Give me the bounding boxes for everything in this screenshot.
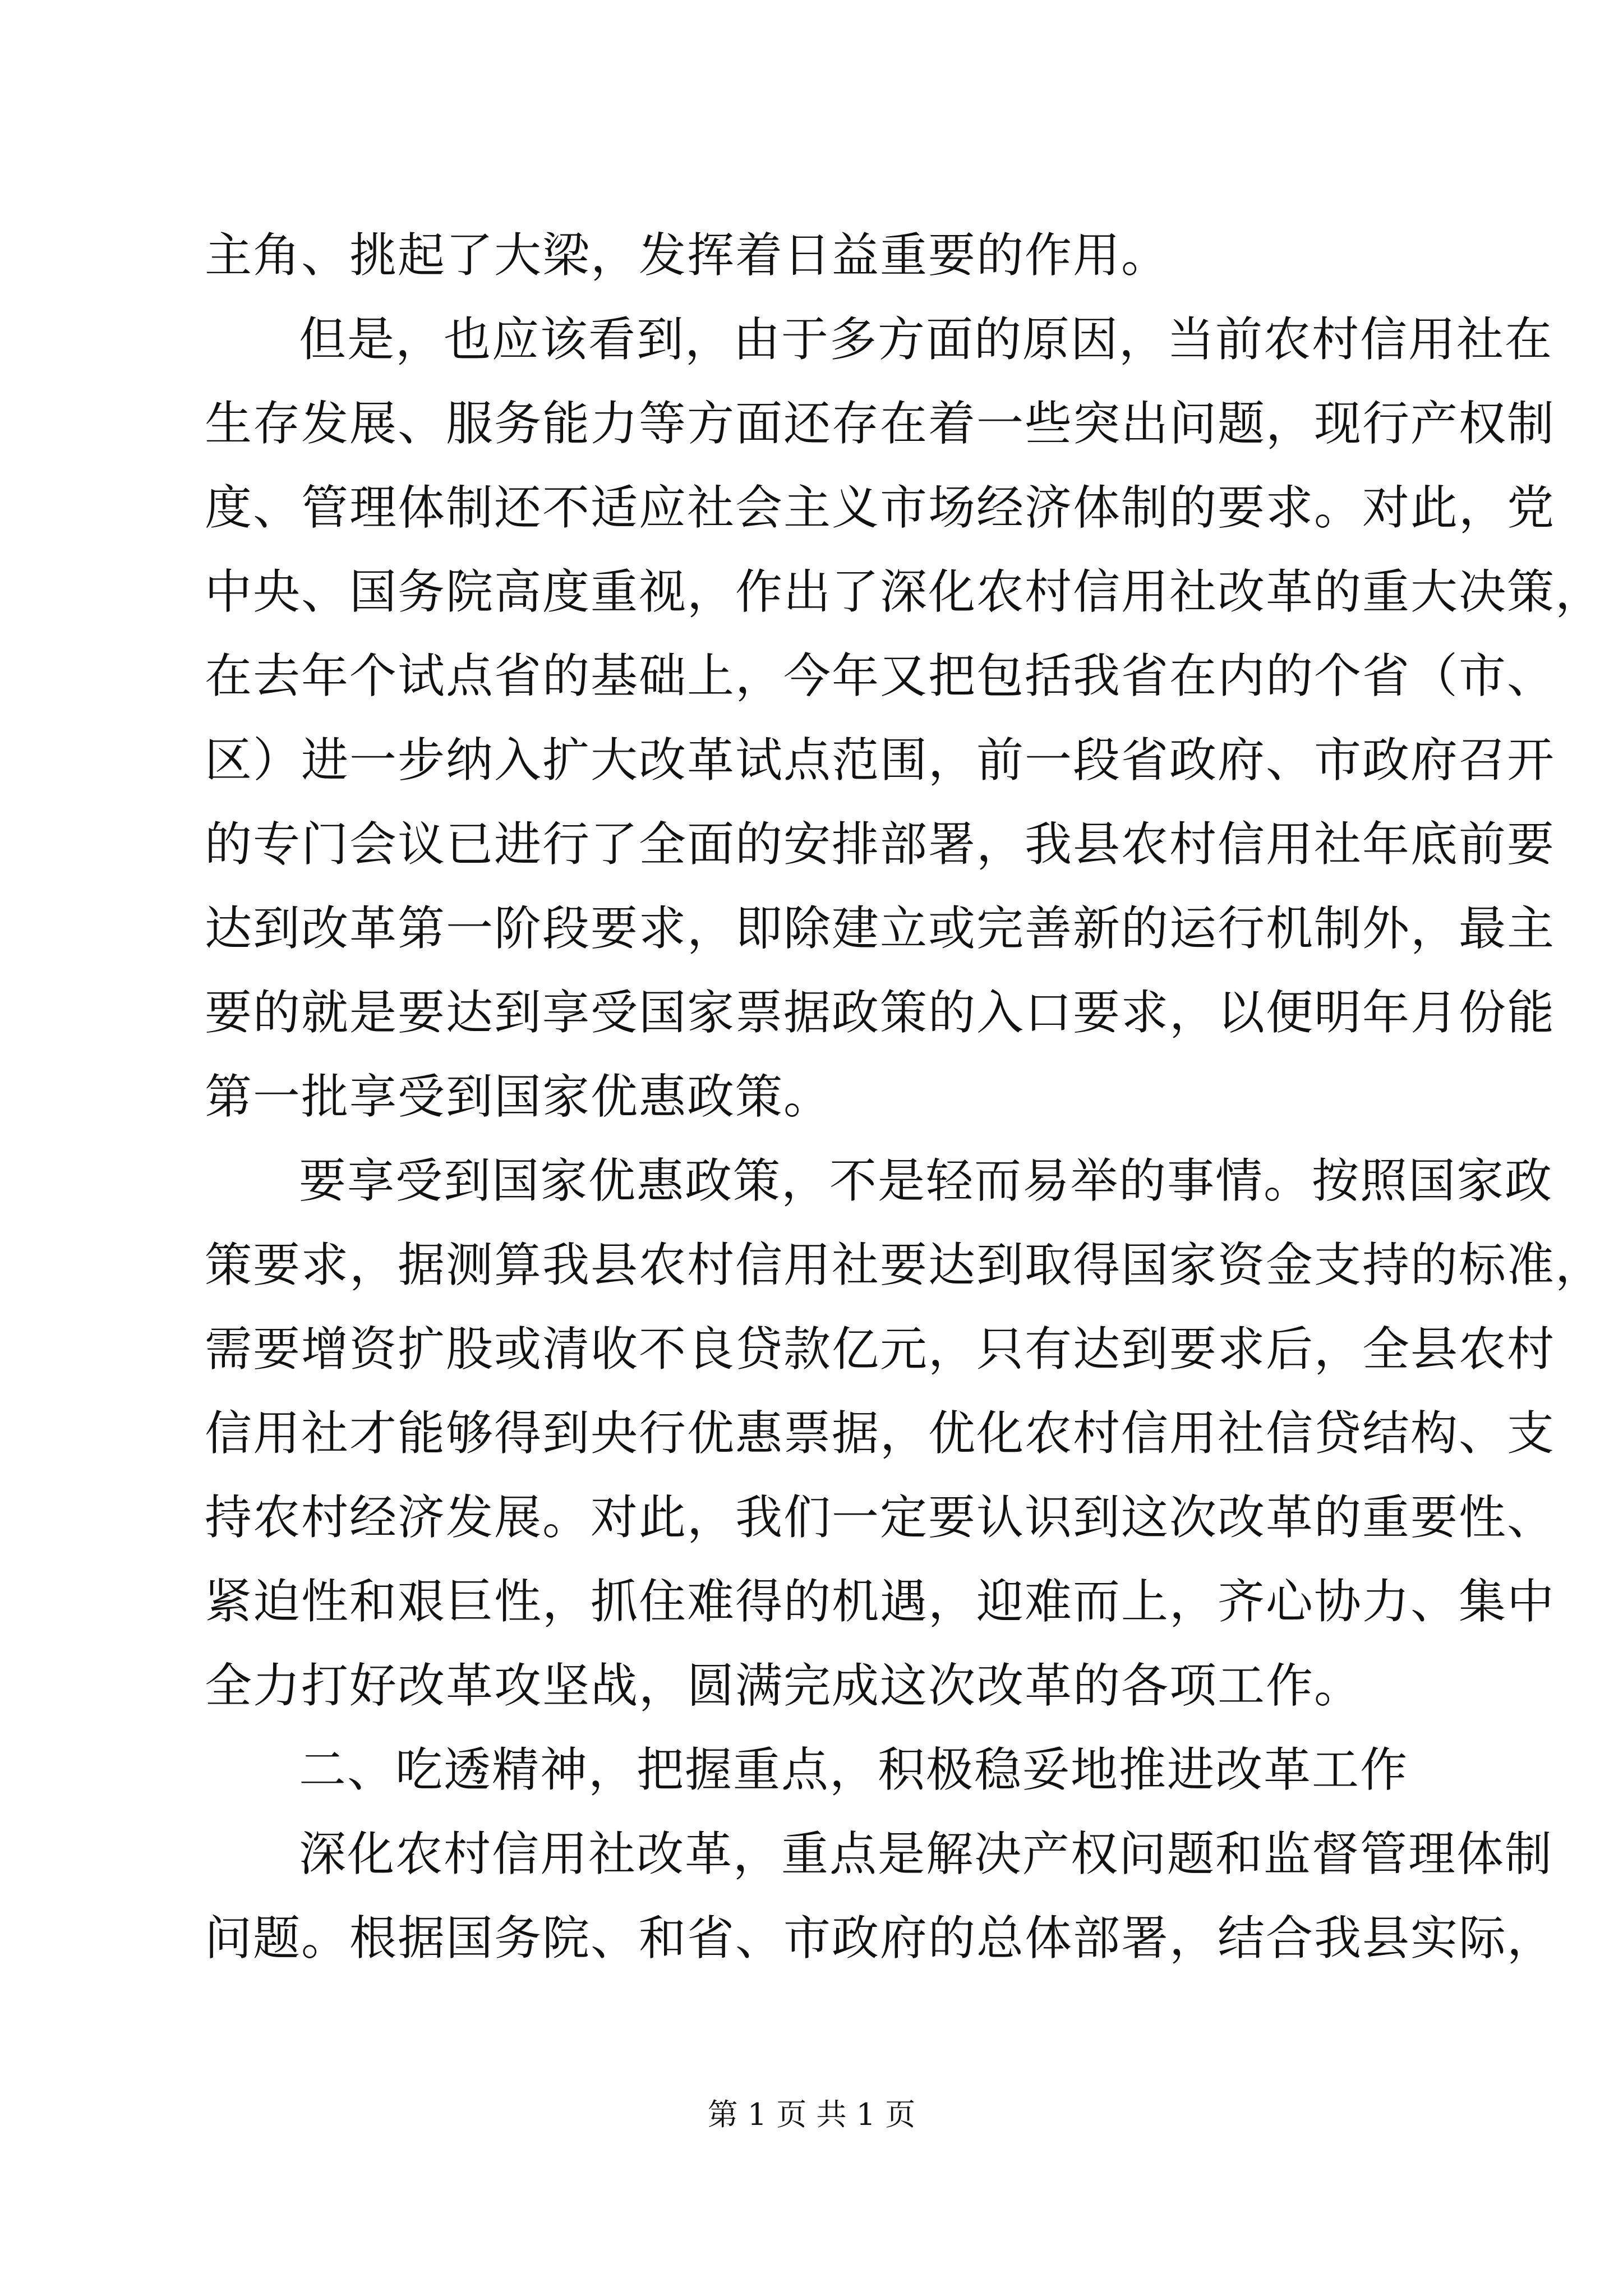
paragraph-line: 需要增资扩股或清收不良贷款亿元，只有达到要求后，全县农村 — [205, 1322, 1556, 1377]
paragraph-line: 问题。根据国务院、和省、市政府的总体部署，结合我县实际， — [205, 1911, 1556, 1966]
paragraph-line: 第一批享受到国家优惠政策。 — [205, 1069, 832, 1124]
paragraph-line: 生存发展、服务能力等方面还存在着一些突出问题，现行产权制 — [205, 396, 1556, 451]
paragraph-line: 度、管理体制还不适应社会主义市场经济体制的要求。对此，党 — [205, 480, 1556, 535]
page-number-footer: 第 1 页 共 1 页 — [707, 2097, 916, 2132]
document-body — [205, 213, 1604, 1980]
paragraph-line: 但是，也应该看到，由于多方面的原因，当前农村信用社在 — [299, 312, 1553, 367]
paragraph-line: 主角、挑起了大梁，发挥着日益重要的作用。 — [205, 228, 1170, 283]
paragraph-line: 在去年个试点省的基础上，今年又把包括我省在内的个省（市、 — [205, 648, 1556, 703]
paragraph-line: 要的就是要达到享受国家票据政策的入口要求，以便明年月份能 — [205, 985, 1556, 1040]
paragraph-line: 持农村经济发展。对此，我们一定要认识到这次改革的重要性、 — [205, 1490, 1556, 1545]
paragraph-line: 中央、国务院高度重视，作出了深化农村信用社改革的重大决策， — [205, 564, 1604, 619]
paragraph-line: 紧迫性和艰巨性，抓住难得的机遇，迎难而上，齐心协力、集中 — [205, 1574, 1556, 1629]
paragraph-line: 信用社才能够得到央行优惠票据，优化农村信用社信贷结构、支 — [205, 1406, 1556, 1461]
section-heading: 二、吃透精神，把握重点，积极稳妥地推进改革工作 — [299, 1742, 1409, 1797]
paragraph-line: 深化农村信用社改革，重点是解决产权问题和监督管理体制 — [299, 1826, 1553, 1881]
paragraph-line: 区）进一步纳入扩大改革试点范围，前一段省政府、市政府召开 — [205, 733, 1556, 788]
paragraph-line: 达到改革第一阶段要求，即除建立或完善新的运行机制外，最主 — [205, 901, 1556, 956]
paragraph-line: 策要求，据测算我县农村信用社要达到取得国家资金支持的标准， — [205, 1237, 1604, 1292]
paragraph-line: 全力打好改革攻坚战，圆满完成这次改革的各项工作。 — [205, 1658, 1363, 1713]
paragraph-line: 要享受到国家优惠政策，不是轻而易举的事情。按照国家政 — [299, 1153, 1553, 1208]
paragraph-line: 的专门会议已进行了全面的安排部署，我县农村信用社年底前要 — [205, 817, 1556, 872]
